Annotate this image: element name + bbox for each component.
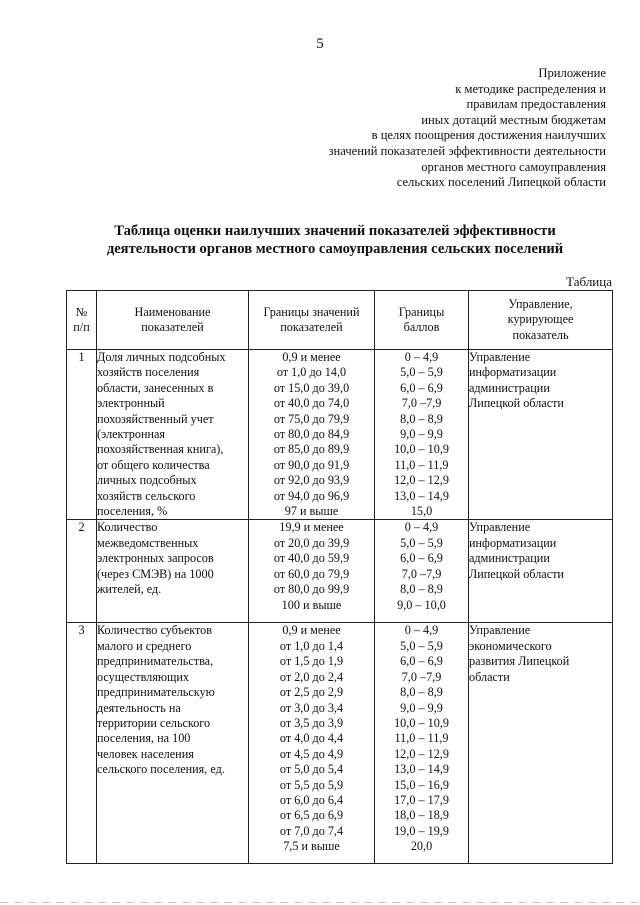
cell-line: 19,0 – 19,9 [394,823,449,838]
cell-line: 9,0 – 9,9 [400,427,443,442]
appendix-line: правилам предоставления [466,97,606,112]
score-table [66,290,613,864]
cell-line: от 3,5 до 3,9 [279,715,344,730]
cell-line: 8,0 – 8,9 [400,685,443,700]
cell-indicator-name [97,520,249,623]
cell-line: Управление [469,350,531,364]
cell-line: 0,9 и менее [282,350,341,364]
cell-line: 7,0 –7,9 [401,669,442,684]
cell-line: Управление [469,623,531,638]
header-line: курирующее [507,312,574,327]
header-score [375,291,469,350]
cell-line: от 5,5 до 5,9 [279,777,344,792]
cell-line: развития Липецкой [469,654,570,669]
cell-line: от 5,0 до 5,4 [279,762,344,777]
cell-line: 11,0 – 11,9 [394,731,449,746]
row-number: 2 [78,520,85,535]
cell-score-ranges [375,350,469,520]
cell-line: от 3,0 до 3,4 [279,700,344,715]
appendix-block [306,66,606,191]
cell-department [469,350,613,520]
cell-line: области, занесенных в [97,380,214,395]
cell-num [67,350,97,520]
cell-line: от 2,0 до 2,4 [279,669,344,684]
cell-line: 9,0 – 9,9 [400,700,443,715]
cell-line: от 1,0 до 1,4 [279,638,344,653]
cell-line: от 1,0 до 14,0 [276,365,347,380]
header-line: баллов [403,320,440,334]
cell-indicator-name [97,350,249,520]
cell-line: области [469,669,510,684]
cell-line: 0,9 и менее [282,623,341,638]
cell-line: (электронная [97,427,166,442]
row-number: 1 [78,350,85,364]
cell-line: 5,0 – 5,9 [400,535,443,550]
cell-line: 100 и выше [281,597,342,612]
cell-line: от 6,5 до 6,9 [279,808,344,823]
cell-line: территории сельского [97,715,211,730]
cell-line: 6,0 – 6,9 [400,551,443,566]
cell-line: Липецкой области [469,566,564,581]
header-line: показателей [141,320,204,334]
cell-line: малого и среднего [97,638,192,653]
cell-line: 10,0 – 10,9 [394,442,449,457]
cell-line: человек населения [97,746,194,761]
cell-line: от 4,5 до 4,9 [279,746,344,761]
cell-line: 0 – 4,9 [404,623,439,638]
cell-indicator-name [97,623,249,864]
cell-line: 19,9 и менее [279,520,344,535]
cell-line: 13,0 – 14,9 [394,488,449,503]
cell-line: 9,0 – 10,0 [397,597,446,612]
appendix-line: сельских поселений Липецкой области [396,175,606,190]
header-line: № [75,304,88,319]
cell-line: поселения, % [97,504,168,519]
cell-line: от 4,0 до 4,4 [279,731,344,746]
cell-line: деятельность на [97,700,181,715]
cell-line: хозяйств сельского [97,488,196,503]
header-range [249,291,375,350]
header-line: Управление, [508,296,573,311]
cell-value-ranges [249,350,375,520]
appendix-line: иных дотаций местным бюджетам [421,112,606,127]
cell-value-ranges [249,623,375,864]
cell-line: 5,0 – 5,9 [400,638,443,653]
cell-line: межведомственных [97,535,199,550]
appendix-line: к методике распределения и [455,81,606,96]
cell-line: 10,0 – 10,9 [394,715,449,730]
cell-line: поселения, на 100 [97,731,191,746]
cell-line: похозяйственный учет [97,411,214,426]
cell-line: Количество [97,520,158,535]
cell-line: от 2,5 до 2,9 [279,685,344,700]
cell-line: от 20,0 до 39,9 [273,535,350,550]
appendix-line: в целях поощрения достижения наилучших [371,128,606,143]
cell-line: от 90,0 до 91,9 [273,457,350,472]
cell-line: 6,0 – 6,9 [400,654,443,669]
appendix-line: органов местного самоуправления [421,159,606,174]
header-dept [469,291,613,350]
page-number: 5 [316,36,324,52]
table-caption: Таблица [566,274,612,289]
cell-line: осуществляющих [97,669,189,684]
cell-line: от 6,0 до 6,4 [279,792,344,807]
cell-line: 11,0 – 11,9 [394,457,449,472]
cell-line: от 80,0 до 84,9 [273,427,350,442]
cell-line: предпринимательства, [97,654,214,669]
cell-line: от 85,0 до 89,9 [273,442,350,457]
table-header-row [67,291,613,350]
cell-line: от 92,0 до 93,9 [273,473,350,488]
appendix-line: Приложение [538,66,606,80]
cell-line: электронных запросов [97,551,214,566]
title-line: деятельности органов местного самоуправления сельских поселений [106,241,564,257]
cell-line: от 40,0 до 74,0 [273,396,350,411]
cell-line: сельского поселения, ед. [97,762,225,777]
header-line: показателей [280,320,343,334]
header-name [97,291,249,350]
cell-line: жителей, ед. [97,582,162,597]
cell-line: от 1,5 до 1,9 [279,654,344,669]
cell-line: 8,0 – 8,9 [400,582,443,597]
table-row [67,350,613,520]
cell-line: 15,0 [410,504,433,519]
header-num [67,291,97,350]
cell-line: от 75,0 до 79,9 [273,411,350,426]
cell-line: информатизации [469,535,557,550]
cell-line: предпринимательскую [97,685,215,700]
cell-line: 18,0 – 18,9 [394,808,449,823]
cell-line: от 40,0 до 59,9 [273,551,350,566]
header-line: Наименование [134,304,211,319]
cell-department [469,520,613,623]
cell-line: электронный [97,396,165,411]
cell-line: Количество субъектов [97,623,213,638]
cell-line: (через СМЭВ) на 1000 [97,566,214,581]
cell-line: 12,0 – 12,9 [394,746,449,761]
cell-line: Управление [469,520,531,535]
cell-line: 12,0 – 12,9 [394,473,449,488]
cell-line: 15,0 – 16,9 [394,777,449,792]
cell-line: Липецкой области [469,396,564,411]
cell-num [67,623,97,864]
cell-line: Доля личных подсобных [97,350,226,364]
cell-line: администрации [469,551,550,566]
cell-line: 7,5 и выше [283,839,340,854]
cell-line: информатизации [469,365,557,380]
cell-line: хозяйств поселения [97,365,200,380]
cell-line: 5,0 – 5,9 [400,365,443,380]
cell-line: 20,0 [410,839,433,854]
cell-department [469,623,613,864]
cell-line: от 80,0 до 99,9 [273,582,350,597]
cell-line: от 15,0 до 39,0 [273,380,350,395]
cell-line: 97 и выше [284,504,339,519]
header-line: п/п [73,320,90,334]
cell-line: от общего количества [97,457,210,472]
cell-num [67,520,97,623]
cell-line: личных подсобных [97,473,197,488]
header-line: Границы [398,304,445,319]
cell-line: администрации [469,380,550,395]
cell-line: от 94,0 до 96,9 [273,488,350,503]
document-title [60,222,610,258]
cell-line: 8,0 – 8,9 [400,411,443,426]
cell-line: от 7,0 до 7,4 [279,823,344,838]
appendix-line: значений показателей эффективности деятельности [328,143,606,158]
cell-line: 13,0 – 14,9 [394,762,449,777]
scan-edge-line [0,902,640,903]
cell-line: от 60,0 до 79,9 [273,566,350,581]
cell-line: экономического [469,638,552,653]
cell-score-ranges [375,520,469,623]
cell-line: похозяйственная книга), [97,442,224,457]
table-row [67,623,613,864]
title-line: Таблица оценки наилучших значений показателей эффективности [114,223,556,239]
cell-line: 7,0 –7,9 [401,566,442,581]
cell-value-ranges [249,520,375,623]
row-number: 3 [78,623,85,638]
cell-line: 0 – 4,9 [404,520,439,535]
cell-line: 0 – 4,9 [404,350,439,364]
cell-line: 6,0 – 6,9 [400,380,443,395]
header-line: показатель [512,327,569,342]
table-row [67,520,613,623]
cell-line: 7,0 –7,9 [401,396,442,411]
header-line: Границы значений [263,304,360,319]
cell-score-ranges [375,623,469,864]
cell-line: 17,0 – 17,9 [394,792,449,807]
